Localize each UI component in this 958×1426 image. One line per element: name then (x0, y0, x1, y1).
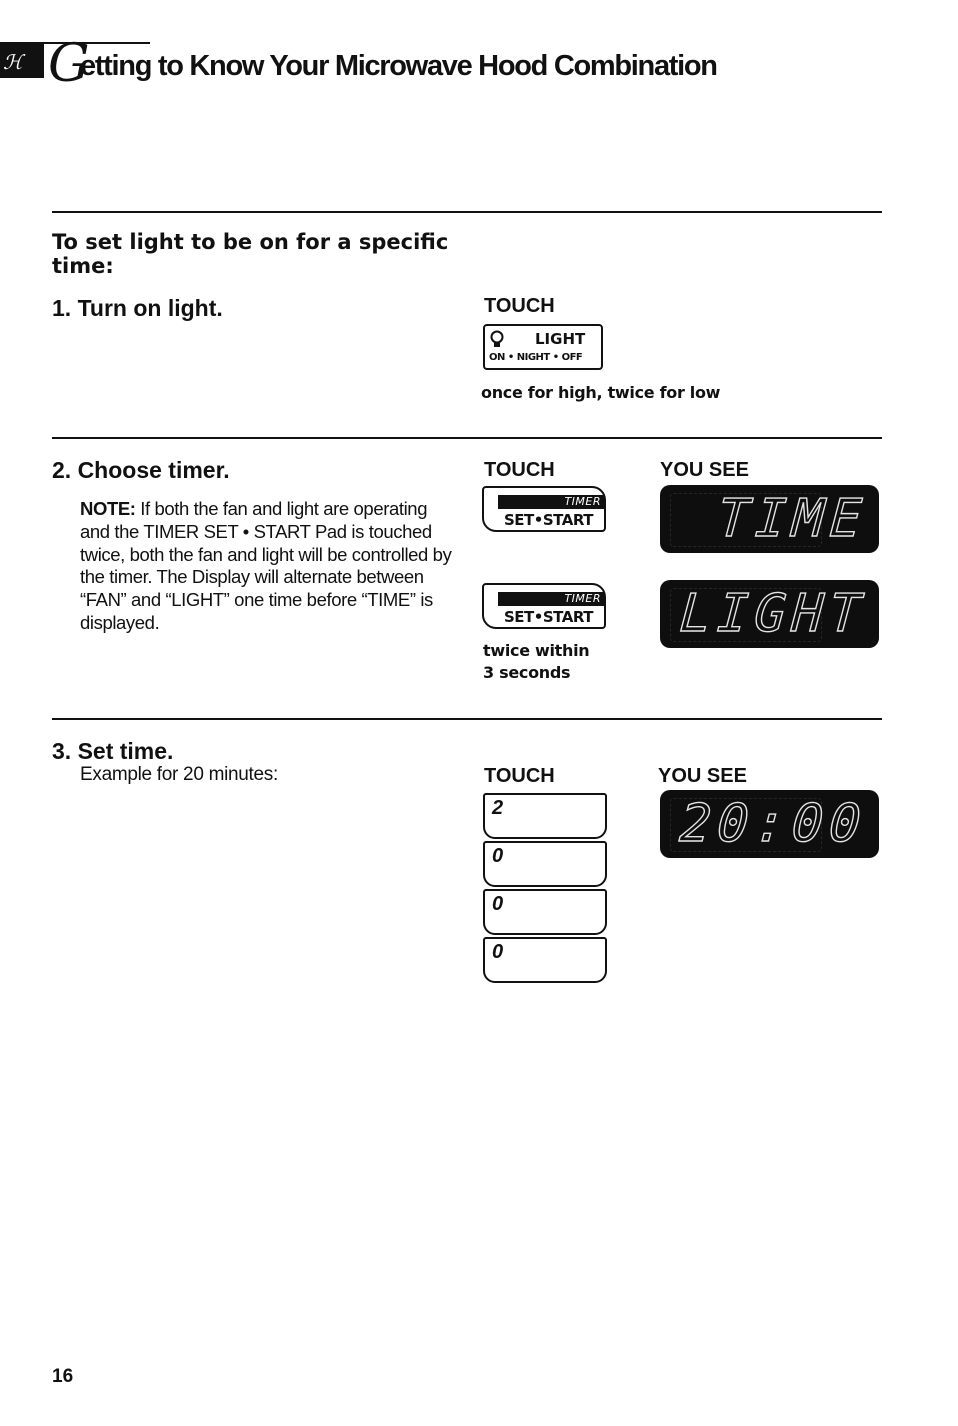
page-title: etting to Know Your Microwave Hood Combination (80, 50, 717, 82)
number-pad-2 (483, 793, 607, 839)
display-light (660, 580, 879, 648)
number-pad-0 (483, 937, 607, 983)
number-pad-digit: 0 (492, 941, 504, 963)
logo-mark: ℋ (3, 50, 21, 74)
brand-logo (0, 44, 44, 78)
number-pad-0 (483, 889, 607, 935)
page-number: 16 (52, 1366, 74, 1387)
touch-heading: TOUCH (484, 459, 555, 481)
timer-set-start-pad (482, 486, 606, 532)
timer-caption-line-2: 3 seconds (483, 663, 571, 682)
number-pad-0 (483, 841, 607, 887)
note-text: If both the fan and light are operating and the TIMER SET • START Pad is touched twice, both the fan and light will be controlled by the timer. The Display will alternate between “FAN” and “LIGHT” one time before “TIME” is displayed. (80, 498, 452, 633)
step-2-label: 2. Choose timer. (52, 457, 230, 483)
number-pad-digit: 2 (492, 797, 504, 819)
step-1-label: 1. Turn on light. (52, 295, 223, 321)
light-pad (483, 324, 603, 370)
number-pad-digit: 0 (492, 845, 504, 867)
note-lead: NOTE: (80, 498, 136, 519)
timer-pad-label: SET•START (504, 608, 593, 626)
you-see-heading: YOU SEE (660, 459, 749, 481)
display-time (660, 485, 879, 553)
display-20-00 (660, 790, 879, 858)
light-caption: once for high, twice for low (481, 383, 721, 402)
timer-band: TIMER (498, 495, 604, 509)
step-3-example: Example for 20 minutes: (80, 764, 278, 785)
display-readout: TIME (715, 489, 870, 549)
you-see-heading: YOU SEE (658, 765, 747, 787)
light-pad-sublabel: ON • NIGHT • OFF (489, 352, 583, 363)
note-paragraph (80, 498, 452, 635)
display-readout: 20:00 (678, 794, 870, 854)
timer-band: TIMER (498, 592, 604, 606)
section-divider (52, 437, 882, 439)
timer-caption-line-1: twice within (483, 641, 590, 660)
section-divider (52, 211, 882, 213)
number-pad-digit: 0 (492, 893, 504, 915)
touch-heading: TOUCH (484, 765, 555, 787)
section-heading: To set light to be on for a specific time: (52, 230, 449, 278)
timer-pad-label: SET•START (504, 511, 593, 529)
display-readout: LIGHT (678, 584, 870, 644)
touch-heading: TOUCH (484, 295, 555, 317)
bulb-icon (489, 330, 505, 353)
title-initial: G (48, 34, 90, 94)
timer-set-start-pad (482, 583, 606, 629)
section-divider (52, 718, 882, 720)
step-3-label: 3. Set time. (52, 738, 174, 764)
light-pad-label: LIGHT (535, 330, 586, 348)
